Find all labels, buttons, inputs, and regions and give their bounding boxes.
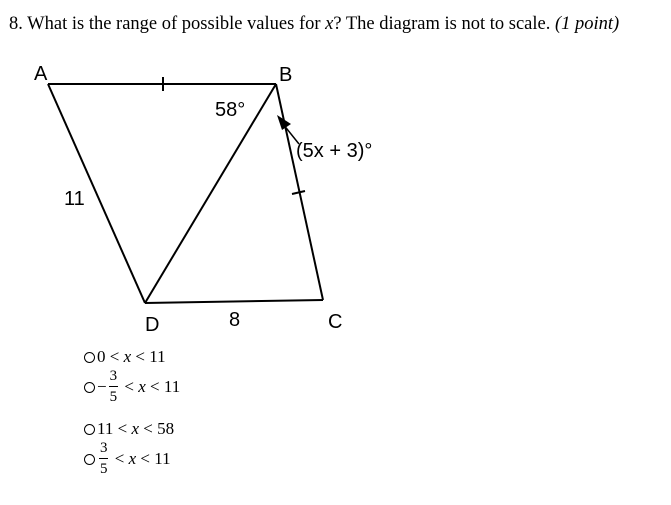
diagonal-bd xyxy=(145,84,276,303)
option-2-sign: − xyxy=(97,377,107,396)
option-4-fraction xyxy=(99,441,109,477)
side-label-dc: 8 xyxy=(229,309,241,331)
option-2-denominator: 5 xyxy=(109,389,118,405)
answer-option-2[interactable] xyxy=(84,369,180,405)
option-4-right: < 11 xyxy=(140,449,171,468)
question-variable: x xyxy=(325,14,334,34)
option-3-left: 11 < xyxy=(97,419,128,438)
angle-label-58: 58° xyxy=(215,99,246,121)
answer-option-3[interactable] xyxy=(84,419,174,439)
question-points: (1 point) xyxy=(554,14,620,34)
question-text-part2: ? The diagram is not to scale. xyxy=(333,14,551,34)
vertex-label-c: C xyxy=(328,311,343,333)
option-4-var: x xyxy=(128,449,137,468)
side-dc xyxy=(145,300,323,303)
option-1-var: x xyxy=(123,347,132,366)
side-ad xyxy=(48,84,145,303)
vertex-label-d: D xyxy=(145,314,160,336)
option-3-right: < 58 xyxy=(143,419,175,438)
option-1-right: < 11 xyxy=(135,347,166,366)
vertex-label-a: A xyxy=(34,63,48,85)
question-number: 8. xyxy=(9,14,23,34)
option-2-right: < 11 xyxy=(149,377,181,396)
option-2-left: < xyxy=(124,377,134,396)
answer-option-4[interactable] xyxy=(84,441,171,477)
option-2-numerator: 3 xyxy=(109,368,118,384)
option-2-fraction xyxy=(109,369,119,405)
option-4-denominator: 5 xyxy=(100,461,108,477)
radio-button-3[interactable] xyxy=(84,424,95,435)
option-3-var: x xyxy=(131,419,140,438)
option-4-left: < xyxy=(114,449,125,468)
option-1-left: 0 < xyxy=(97,347,120,366)
question-text-part1: What is the range of possible values for xyxy=(27,14,326,34)
option-4-numerator: 3 xyxy=(100,440,108,456)
radio-button-4[interactable] xyxy=(84,454,95,465)
answer-option-1[interactable] xyxy=(84,347,166,367)
side-label-ad: 11 xyxy=(64,188,85,210)
angle-label-5x-plus-3: (5x + 3)° xyxy=(296,140,373,162)
vertex-label-b: B xyxy=(279,64,293,86)
option-2-var: x xyxy=(138,377,146,396)
radio-button-2[interactable] xyxy=(84,382,95,393)
radio-button-1[interactable] xyxy=(84,352,95,363)
